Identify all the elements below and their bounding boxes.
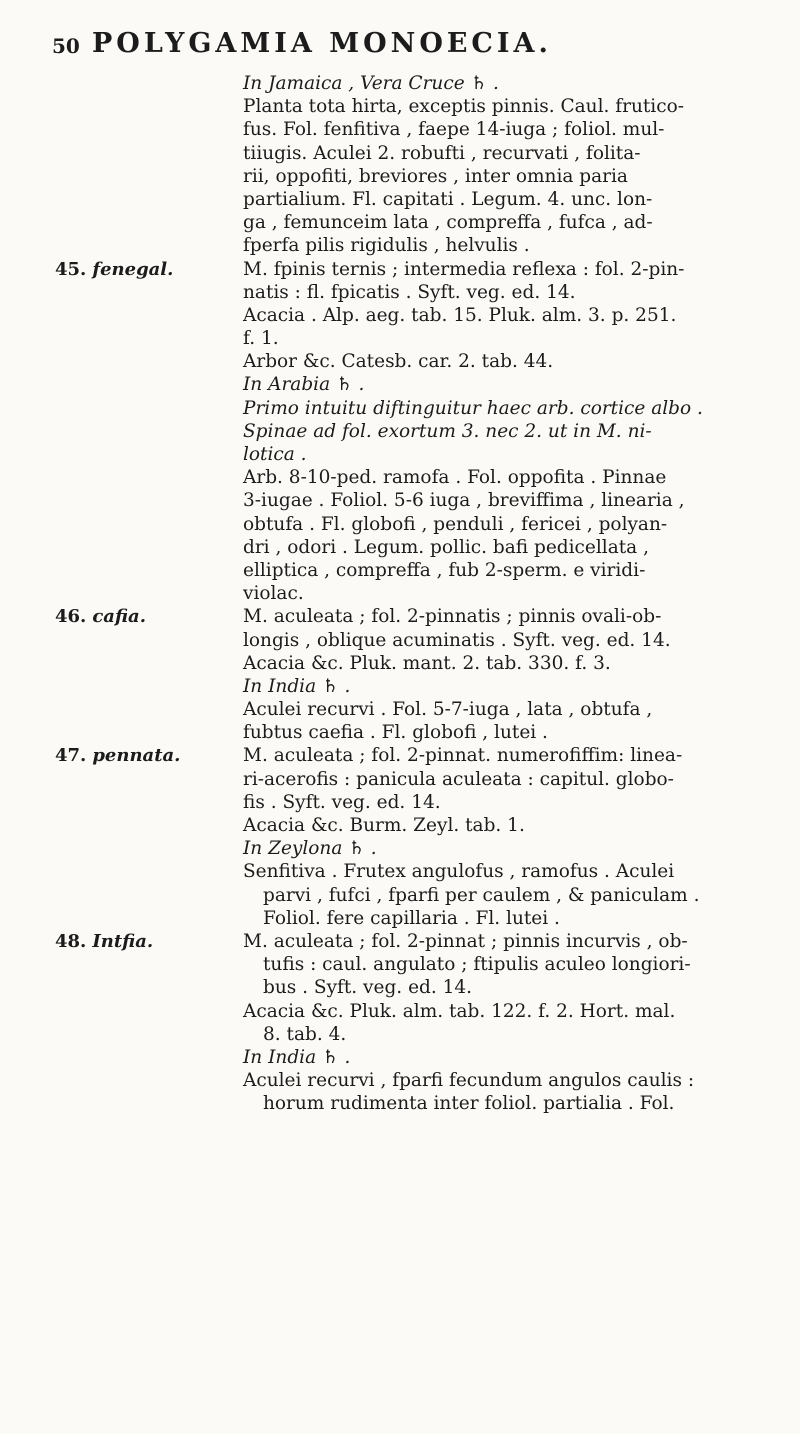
text-line	[0, 907, 800, 930]
text-line	[0, 397, 800, 420]
body-text	[0, 72, 800, 1115]
line-text: ga , femunceim lata , compreffa , fufca , ad-	[243, 212, 653, 234]
text-line	[0, 698, 800, 721]
line-text: Spinae ad fol. exortum 3. nec 2. ut in M. ni-	[243, 420, 652, 442]
species-number-value: 46.	[55, 606, 87, 628]
line-text: ri-acerofis : panicula aculeata : capitul. globo-	[243, 768, 674, 790]
line-text: horum rudimenta inter foliol. partialia . Fol.	[263, 1093, 675, 1115]
text-line	[0, 814, 800, 837]
text-line	[0, 165, 800, 188]
line-text: violac.	[243, 583, 304, 605]
line-text: f. 1.	[243, 328, 279, 350]
species-entry-line	[0, 605, 800, 628]
text-line	[0, 420, 800, 443]
line-text: Acacia &c. Pluk. alm. tab. 122. f. 2. Hort. mal.	[243, 1000, 676, 1022]
species-number	[55, 930, 153, 953]
running-title: POLYGAMIA MONOECIA.	[92, 28, 552, 59]
text-line	[0, 559, 800, 582]
line-text: longis , oblique acuminatis . Syft. veg. ed. 14.	[243, 629, 671, 651]
text-line	[0, 234, 800, 257]
species-entry-line	[0, 930, 800, 953]
text-line	[0, 281, 800, 304]
text-line	[0, 837, 800, 860]
line-text: Acacia . Alp. aeg. tab. 15. Pluk. alm. 3. p. 251.	[243, 304, 677, 326]
line-text: dri , odori . Legum. pollic. bafi pedicellata ,	[243, 536, 649, 558]
text-line	[0, 768, 800, 791]
text-line	[0, 1023, 800, 1046]
text-line	[0, 211, 800, 234]
text-line	[0, 675, 800, 698]
line-text: M. aculeata ; fol. 2-pinnatis ; pinnis ovali-ob-	[243, 606, 662, 628]
line-text: fperfa pilis rigidulis , helvulis .	[243, 235, 530, 257]
text-line	[0, 1069, 800, 1092]
species-number-value: 48.	[55, 930, 87, 952]
page-header	[52, 28, 772, 68]
species-epithet: Intfia.	[92, 930, 154, 952]
text-line	[0, 652, 800, 675]
text-line	[0, 188, 800, 211]
line-text: Arbor &c. Catesb. car. 2. tab. 44.	[243, 351, 554, 373]
line-text: fis . Syft. veg. ed. 14.	[243, 791, 441, 813]
line-text: 3-iugae . Foliol. 5-6 iuga , breviffima , linearia ,	[243, 490, 685, 512]
text-line	[0, 976, 800, 999]
species-number	[55, 744, 180, 767]
text-line	[0, 582, 800, 605]
text-line	[0, 373, 800, 396]
text-line	[0, 95, 800, 118]
text-line	[0, 350, 800, 373]
text-line	[0, 953, 800, 976]
species-number-value: 47.	[55, 745, 87, 767]
species-epithet: pennata.	[92, 745, 181, 767]
line-text: tiiugis. Aculei 2. robufti , recurvati , folita-	[243, 142, 641, 164]
text-line	[0, 1092, 800, 1115]
line-text: rii, oppofiti, breviores , inter omnia paria	[243, 165, 628, 187]
line-text: In Zeylona ♄ .	[243, 838, 377, 860]
line-text: In Arabia ♄ .	[243, 374, 365, 396]
line-text: M. aculeata ; fol. 2-pinnat. numerofiffim: linea-	[243, 745, 683, 767]
text-line	[0, 513, 800, 536]
species-epithet: fenegal.	[92, 258, 174, 280]
text-line	[0, 304, 800, 327]
line-text: elliptica , compreffa , fub 2-sperm. e viridi-	[243, 559, 646, 581]
text-line	[0, 860, 800, 883]
text-line	[0, 1000, 800, 1023]
line-text: Primo intuitu diftinguitur haec arb. cortice albo .	[243, 397, 703, 419]
text-line	[0, 443, 800, 466]
text-line	[0, 536, 800, 559]
line-text: Acacia &c. Burm. Zeyl. tab. 1.	[243, 815, 525, 836]
page-number: 50	[52, 34, 80, 58]
text-line	[0, 72, 800, 95]
line-text: lotica .	[243, 444, 307, 465]
species-number	[55, 258, 173, 281]
line-text: Acacia &c. Pluk. mant. 2. tab. 330. f. 3.	[243, 652, 611, 674]
line-text: 8. tab. 4.	[263, 1023, 347, 1045]
line-text: In India ♄ .	[243, 1046, 351, 1068]
text-line	[0, 791, 800, 814]
species-entry-line	[0, 744, 800, 767]
species-number-value: 45.	[55, 258, 87, 280]
text-line	[0, 466, 800, 489]
line-text: Aculei recurvi , fparfi fecundum angulos caulis :	[243, 1070, 695, 1092]
line-text: Aculei recurvi . Fol. 5-7-iuga , lata , obtufa ,	[243, 699, 653, 721]
text-line	[0, 118, 800, 141]
line-text: Foliol. fere capillaria . Fl. lutei .	[263, 907, 560, 929]
text-line	[0, 1046, 800, 1069]
text-line	[0, 721, 800, 744]
line-text: tufis : caul. angulato ; ftipulis aculeo longiori-	[263, 954, 691, 976]
line-text: Senfitiva . Frutex angulofus , ramofus . Aculei	[243, 861, 675, 883]
line-text: natis : fl. fpicatis . Syft. veg. ed. 14.	[243, 281, 576, 303]
line-text: In India ♄ .	[243, 675, 351, 697]
line-text: obtufa . Fl. globofi , penduli , fericei , polyan-	[243, 513, 668, 535]
line-text: M. fpinis ternis ; intermedia reflexa : fol. 2-pin-	[243, 258, 685, 280]
line-text: fubtus caefia . Fl. globofi , lutei .	[243, 722, 548, 744]
text-line	[0, 884, 800, 907]
line-text: partialium. Fl. capitati . Legum. 4. unc. lon-	[243, 188, 653, 210]
species-epithet: cafia.	[92, 606, 146, 628]
line-text: Arb. 8-10-ped. ramofa . Fol. oppofita . Pinnae	[243, 467, 667, 489]
text-line	[0, 489, 800, 512]
line-text: parvi , fufci , fparfi per caulem , & paniculam .	[263, 884, 700, 906]
line-text: bus . Syft. veg. ed. 14.	[263, 977, 473, 999]
line-text: In Jamaica , Vera Cruce ♄ .	[243, 73, 499, 94]
text-line	[0, 327, 800, 350]
species-entry-line	[0, 258, 800, 281]
line-text: Planta tota hirta, exceptis pinnis. Caul. frutico-	[243, 96, 684, 118]
text-line	[0, 629, 800, 652]
species-number	[55, 605, 146, 628]
text-line	[0, 142, 800, 165]
line-text: M. aculeata ; fol. 2-pinnat ; pinnis incurvis , ob-	[243, 930, 688, 952]
line-text: fus. Fol. fenfitiva , faepe 14-iuga ; foliol. mul-	[243, 119, 665, 141]
